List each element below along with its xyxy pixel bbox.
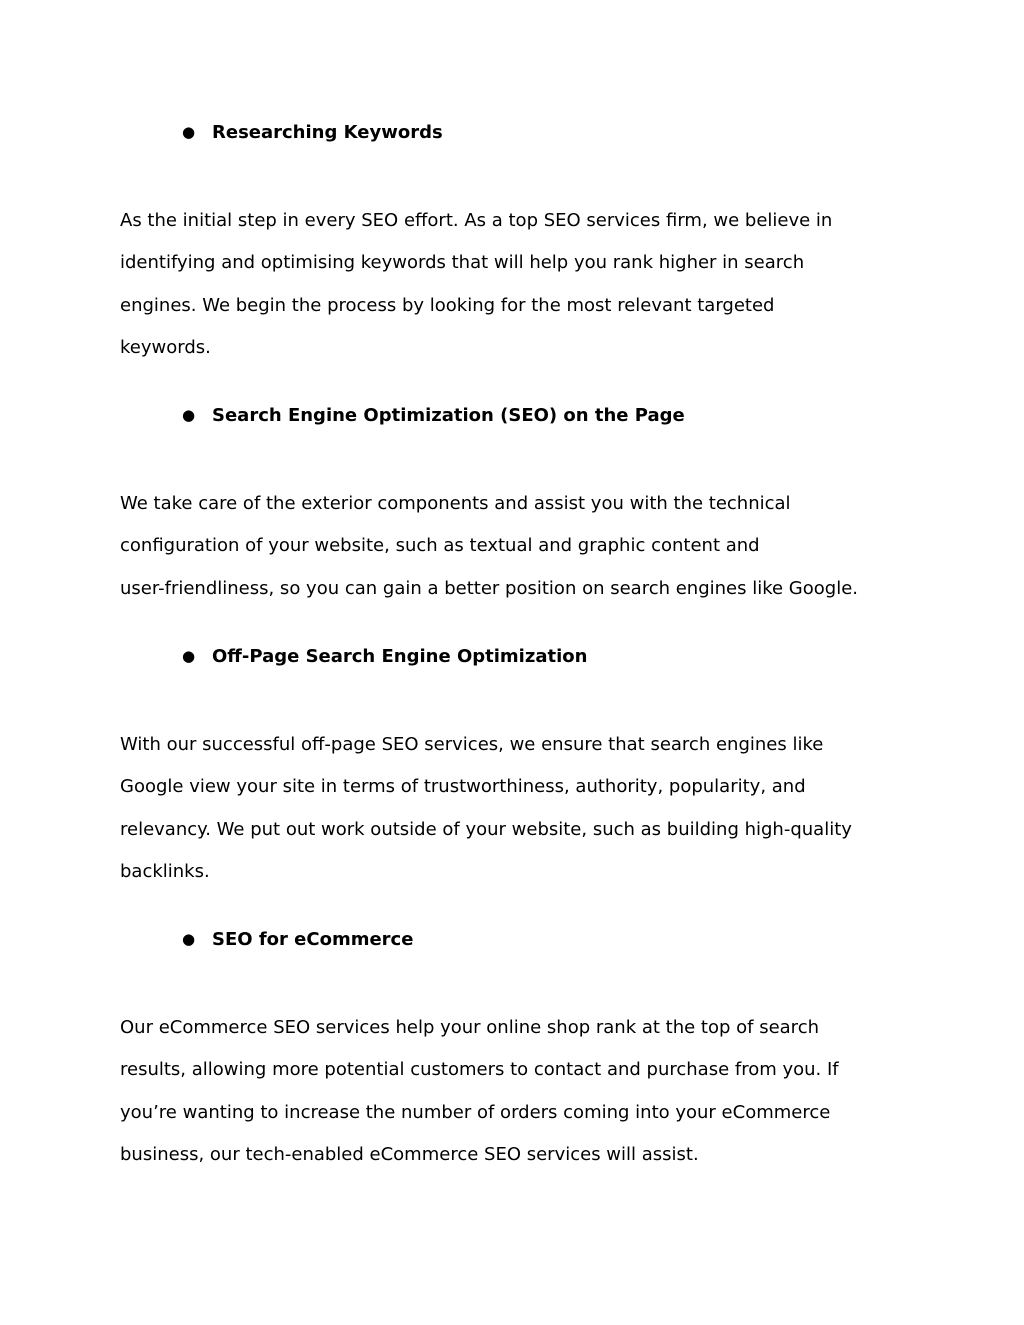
section-heading-text: Researching Keywords bbox=[212, 121, 443, 143]
section-heading-on-page-seo bbox=[182, 400, 685, 430]
bullet-icon: ● bbox=[182, 123, 196, 141]
section-paragraph bbox=[120, 200, 920, 369]
section-paragraph bbox=[120, 483, 920, 610]
bullet-icon: ● bbox=[182, 647, 196, 665]
paragraph-line: configuration of your website, such as textual and graphic content and bbox=[120, 535, 760, 557]
section-heading-seo-for-ecommerce bbox=[182, 924, 413, 954]
paragraph-line: engines. We begin the process by looking for the most relevant targeted bbox=[120, 294, 775, 316]
bullet-icon: ● bbox=[182, 406, 196, 424]
paragraph-line: relevancy. We put out work outside of your website, such as building high-quality bbox=[120, 818, 852, 840]
section-heading-text: Search Engine Optimization (SEO) on the Page bbox=[212, 404, 685, 426]
paragraph-line: you’re wanting to increase the number of orders coming into your eCommerce bbox=[120, 1101, 831, 1123]
paragraph-line: Google view your site in terms of trustworthiness, authority, popularity, and bbox=[120, 776, 806, 798]
section-paragraph bbox=[120, 1007, 920, 1176]
paragraph-line: identifying and optimising keywords that will help you rank higher in search bbox=[120, 252, 805, 274]
section-heading-researching-keywords bbox=[182, 117, 443, 147]
section-paragraph bbox=[120, 724, 920, 893]
paragraph-line: business, our tech-enabled eCommerce SEO services will assist. bbox=[120, 1143, 699, 1165]
paragraph-line: user-friendliness, so you can gain a better position on search engines like Google. bbox=[120, 577, 858, 599]
bullet-icon: ● bbox=[182, 930, 196, 948]
paragraph-line: We take care of the exterior components and assist you with the technical bbox=[120, 493, 791, 514]
paragraph-line: As the initial step in every SEO effort. As a top SEO services firm, we believe in bbox=[120, 210, 833, 231]
section-heading-off-page-seo bbox=[182, 641, 587, 671]
paragraph-line: keywords. bbox=[120, 336, 211, 358]
paragraph-line: backlinks. bbox=[120, 860, 210, 882]
paragraph-line: Our eCommerce SEO services help your online shop rank at the top of search bbox=[120, 1017, 819, 1038]
section-heading-text: SEO for eCommerce bbox=[212, 928, 414, 950]
paragraph-line: With our successful off-page SEO services, we ensure that search engines like bbox=[120, 734, 824, 755]
paragraph-line: results, allowing more potential customers to contact and purchase from you. If bbox=[120, 1059, 839, 1081]
section-heading-text: Off-Page Search Engine Optimization bbox=[212, 645, 588, 667]
